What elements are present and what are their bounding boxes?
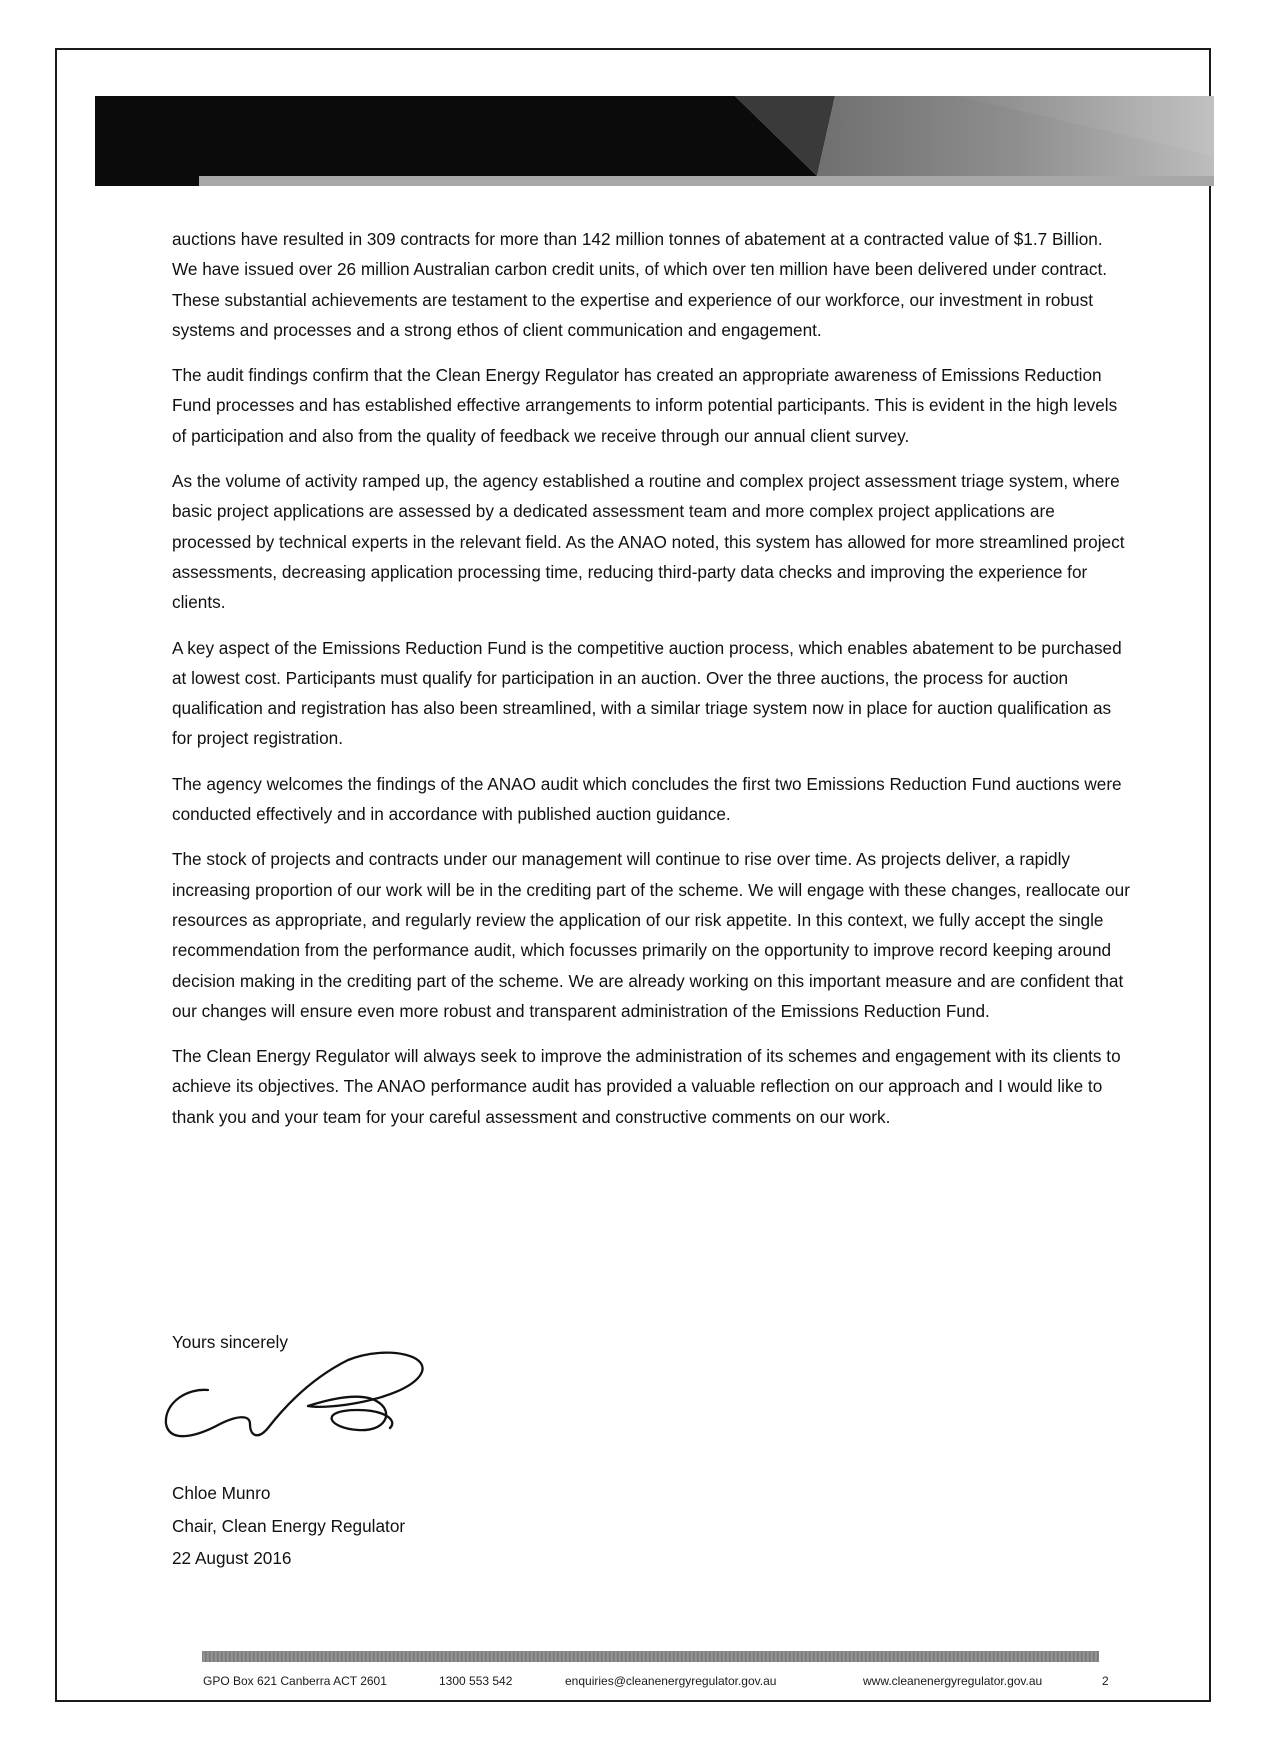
paragraph-5: The agency welcomes the findings of the ANAO audit which concludes the first two Emissions Reduction Fund auctions were conducted effectively and in accordance with published auction guidance. (172, 773, 1122, 825)
footer-divider-bar (202, 1651, 1099, 1662)
footer-phone: 1300 553 542 (439, 1674, 513, 1688)
letter-body (172, 224, 1132, 1147)
handwritten-signature (158, 1340, 448, 1470)
closing-salutation: Yours sincerely (172, 1332, 288, 1352)
letterhead-banner (95, 96, 1214, 186)
paragraph-1: auctions have resulted in 309 contracts for more than 142 million tonnes of abatement at a contracted value of $1.7 Billion. We have issued over 26 million Australian carbon credit units, of which over ten million have been delivered under contract. These substantial achievements are testament to the expertise and experience of our workforce, our investment in robust systems and processes and a strong ethos of client communication and engagement. (172, 229, 1107, 340)
footer-website[interactable]: www.cleanenergyregulator.gov.au (863, 1674, 1043, 1688)
letterhead-graphic (95, 96, 1214, 186)
signatory-block (172, 1477, 405, 1575)
paragraph-6: The stock of projects and contracts under our management will continue to rise over time. As projects deliver, a rapidly increasing proportion of our work will be in the crediting part of the scheme. We will engage with these changes, reallocate our resources as appropriate, and regularly review the application of our risk appetite. In this context, we fully accept the single recommendation from the performance audit, which focusses primarily on the opportunity to improve record keeping around decision making in the crediting part of the scheme. We are already working on this important measure and are confident that our changes will ensure even more robust and transparent administration of the Emissions Reduction Fund. (172, 849, 1130, 1021)
letter-date: 22 August 2016 (172, 1548, 292, 1568)
signatory-name: Chloe Munro (172, 1483, 271, 1503)
paragraph-7: The Clean Energy Regulator will always seek to improve the administration of its schemes and engagement with its clients to achieve its objectives. The ANAO performance audit has provided a valuable reflection on our approach and I would like to thank you and your team for your careful assessment and constructive comments on our work. (172, 1046, 1121, 1127)
banner-dark-segment (95, 96, 817, 186)
footer-address: GPO Box 621 Canberra ACT 2601 (203, 1674, 387, 1688)
paragraph-2: The audit findings confirm that the Clean Energy Regulator has created an appropriate awareness of Emissions Reduction Fund processes and has established effective arrangements to inform potential participants. This is evident in the high levels of participation and also from the quality of feedback we receive through our annual client survey. (172, 365, 1118, 446)
signatory-title: Chair, Clean Energy Regulator (172, 1515, 406, 1536)
banner-underline-stripe (199, 176, 1214, 186)
footer-page-number: 2 (1102, 1674, 1109, 1688)
paragraph-4: A key aspect of the Emissions Reduction Fund is the competitive auction process, which enables abatement to be purchased at lowest cost. Participants must qualify for participation in an auction. Over the three auctions, the process for auction qualification and registration has also been streamlined, with a similar triage system now in place for auction qualification as for project registration. (172, 637, 1122, 749)
footer-email[interactable]: enquiries@cleanenergyregulator.gov.au (565, 1674, 777, 1688)
paragraph-3: As the volume of activity ramped up, the agency established a routine and complex project assessment triage system, where basic project applications are assessed by a dedicated assessment team and more complex project applications are processed by technical experts in the relevant field. As the ANAO noted, this system has allowed for more streamlined project assessments, decreasing application processing time, reducing third-party data checks and improving the experience for clients. (172, 471, 1125, 613)
